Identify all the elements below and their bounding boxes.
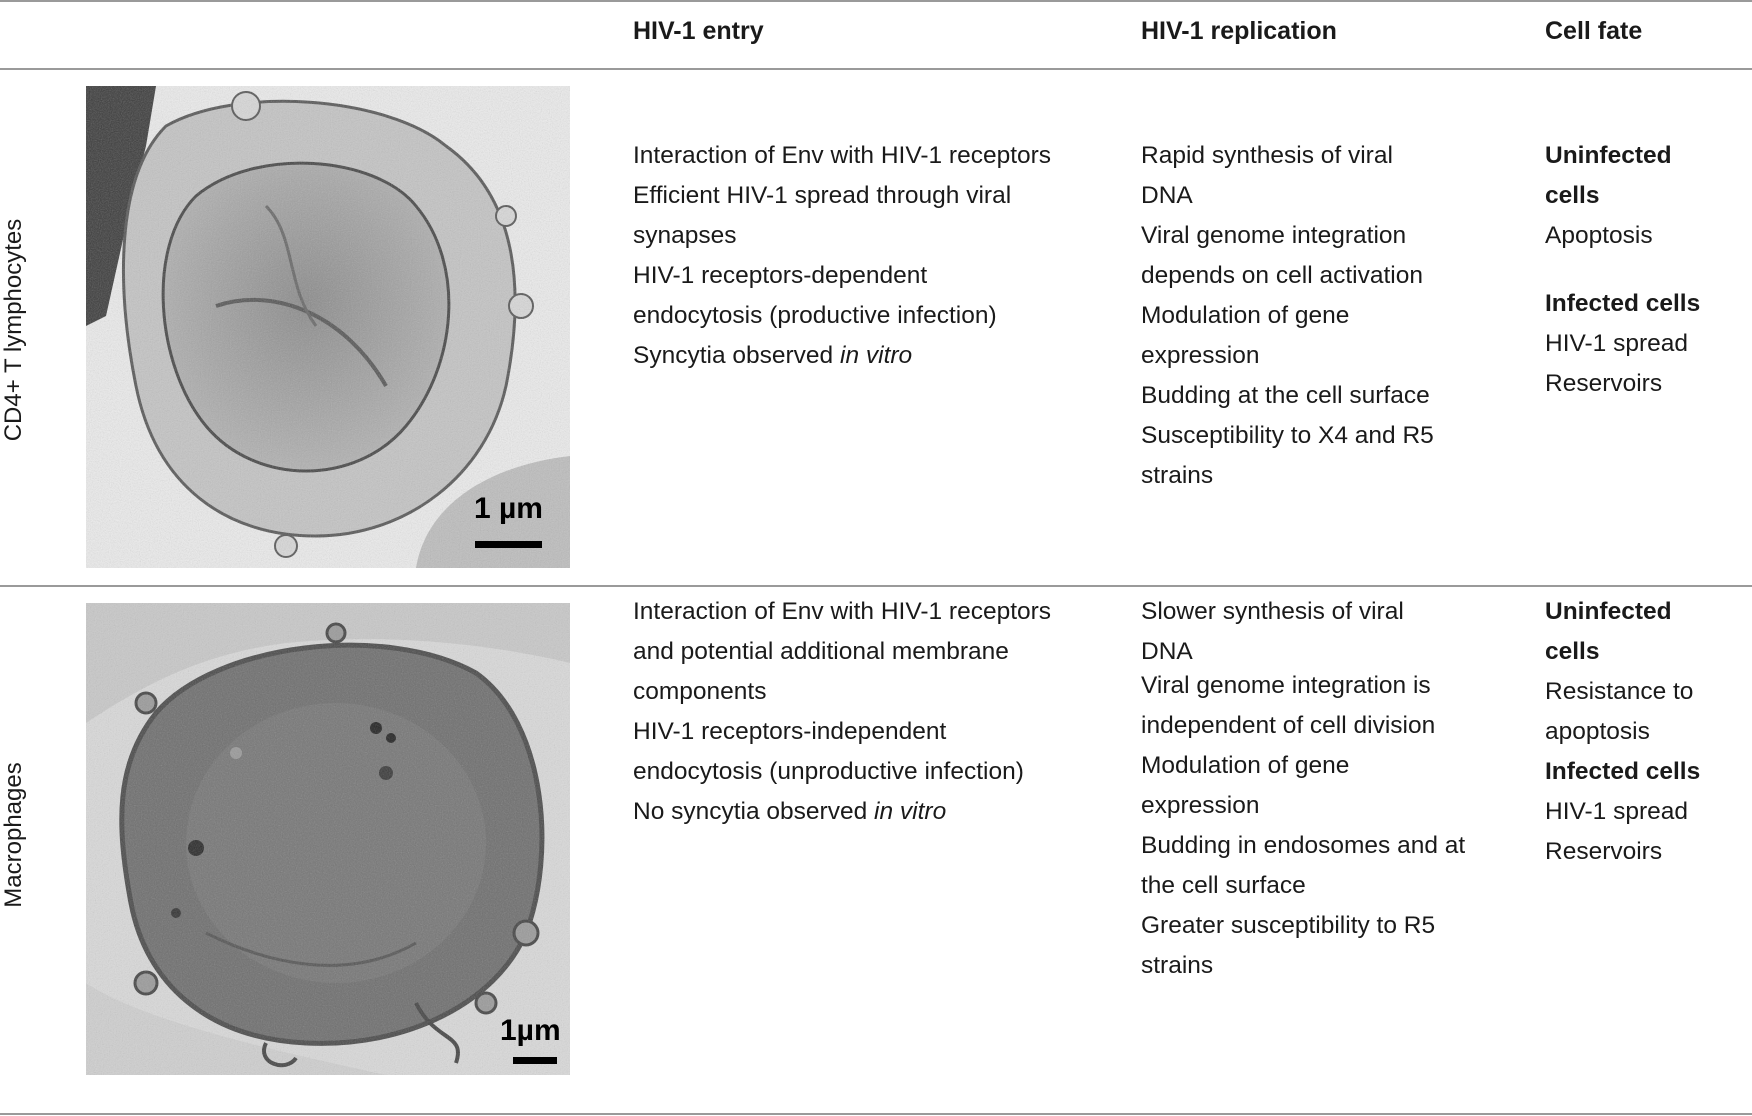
text-line: strains	[1141, 952, 1214, 979]
text-line: Modulation of gene	[1141, 752, 1350, 779]
row-label-macrophages: Macrophages	[0, 762, 27, 908]
macrophage-replication-cell	[1141, 592, 1465, 986]
text-line: synapses	[633, 222, 737, 249]
cd4-fate-cell	[1545, 136, 1700, 404]
row-divider-rule	[0, 585, 1752, 587]
cd4-replication-cell	[1141, 136, 1434, 496]
text-line: strains	[1141, 462, 1214, 489]
text-line: and potential additional membrane	[633, 638, 1009, 665]
text-line: depends on cell activation	[1141, 262, 1423, 289]
text-line: Viral genome integration is	[1141, 672, 1431, 699]
text-line: Interaction of Env with HIV-1 receptors	[633, 142, 1052, 169]
text-line: Apoptosis	[1545, 222, 1653, 249]
uninfected-heading: Uninfected	[1545, 142, 1672, 169]
text-line: Budding in endosomes and at	[1141, 832, 1466, 859]
text-line: Resistance to	[1545, 678, 1694, 705]
row-label-cd4-t-lymphocytes: CD4+ T lymphocytes	[0, 218, 27, 442]
text-line: the cell surface	[1141, 872, 1306, 899]
scale-label: 1µm	[500, 1014, 561, 1047]
text-line: independent of cell division	[1141, 712, 1436, 739]
text-line: apoptosis	[1545, 718, 1650, 745]
header-cell-fate: Cell fate	[1545, 17, 1643, 45]
text-line: DNA	[1141, 182, 1193, 209]
text-line: Susceptibility to X4 and R5	[1141, 422, 1434, 449]
text-line: Viral genome integration	[1141, 222, 1407, 249]
text-line: Efficient HIV-1 spread through viral	[633, 182, 1012, 209]
text-line: HIV-1 receptors-dependent	[633, 262, 928, 289]
uninfected-heading: cells	[1545, 182, 1600, 209]
text-line: Reservoirs	[1545, 838, 1663, 865]
text-line: components	[633, 678, 767, 705]
table-top-rule	[0, 0, 1752, 2]
syncytia-text: Syncytia observed	[633, 342, 840, 369]
uninfected-heading: Uninfected	[1545, 598, 1672, 625]
text-line: Reservoirs	[1545, 370, 1663, 397]
scale-label: 1 µm	[474, 492, 543, 525]
text-line: Interaction of Env with HIV-1 receptors	[633, 598, 1052, 625]
cd4-entry-cell	[633, 136, 1051, 376]
text-line	[633, 336, 1051, 376]
text-line: DNA	[1141, 638, 1193, 665]
table-bottom-rule	[0, 1113, 1752, 1115]
italic-in-vitro: in vitro	[840, 342, 913, 369]
text-line: HIV-1 spread	[1545, 330, 1688, 357]
infected-heading: Infected cells	[1545, 758, 1701, 785]
header-rule	[0, 68, 1752, 70]
macrophage-micrograph-icon	[86, 603, 570, 1075]
header-hiv-entry: HIV-1 entry	[633, 17, 764, 45]
scale-bar	[513, 1057, 557, 1064]
text-line	[633, 792, 1051, 832]
text-line: endocytosis (unproductive infection)	[633, 758, 1024, 785]
text-line: Rapid synthesis of viral	[1141, 142, 1393, 169]
macrophage-fate-cell	[1545, 592, 1700, 872]
text-line: HIV-1 spread	[1545, 798, 1688, 825]
text-line: endocytosis (productive infection)	[633, 302, 997, 329]
syncytia-text: No syncytia observed	[633, 798, 875, 825]
text-line: Modulation of gene	[1141, 302, 1350, 329]
scale-bar	[475, 541, 542, 548]
text-line: Greater susceptibility to R5	[1141, 912, 1436, 939]
italic-in-vitro: in vitro	[874, 798, 947, 825]
text-line: HIV-1 receptors-independent	[633, 718, 947, 745]
text-line: expression	[1141, 342, 1260, 369]
text-line: Slower synthesis of viral	[1141, 598, 1404, 625]
text-line: Budding at the cell surface	[1141, 382, 1430, 409]
macrophage-entry-cell	[633, 592, 1051, 832]
uninfected-heading: cells	[1545, 638, 1600, 665]
header-hiv-replication: HIV-1 replication	[1141, 17, 1337, 45]
text-line: expression	[1141, 792, 1260, 819]
infected-heading: Infected cells	[1545, 290, 1701, 317]
